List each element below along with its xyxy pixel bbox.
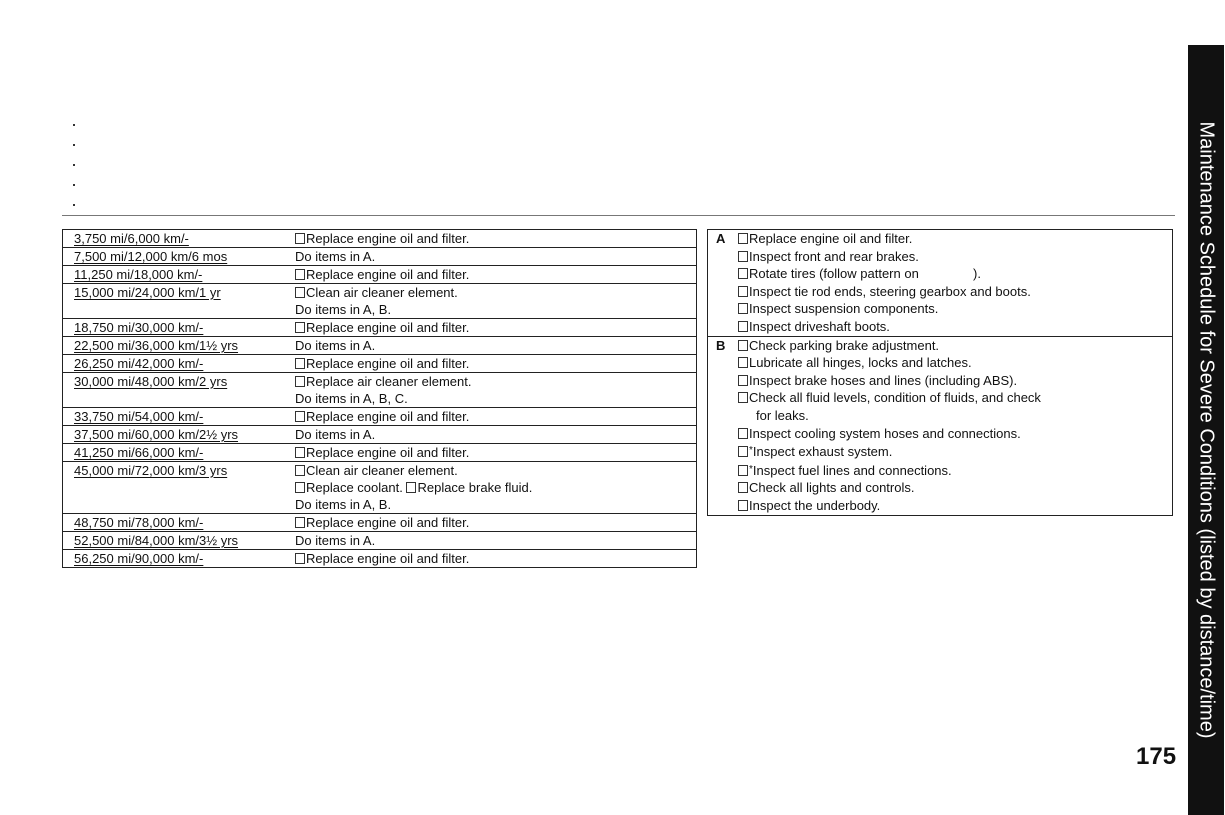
group-items bbox=[738, 230, 1172, 336]
checkbox-icon[interactable] bbox=[295, 411, 305, 422]
item-text: Replace engine oil and filter. bbox=[306, 356, 470, 371]
service-line bbox=[295, 462, 696, 479]
distance-cell bbox=[63, 462, 295, 514]
group-items bbox=[738, 337, 1172, 515]
item-text: Inspect cooling system hoses and connections. bbox=[749, 425, 1021, 441]
service-cell bbox=[295, 444, 696, 462]
distance-label: 30,000 mi/48,000 km/2 yrs bbox=[74, 374, 228, 389]
legend-group-b bbox=[708, 336, 1172, 515]
legend-item bbox=[738, 337, 1172, 355]
checkbox-icon[interactable] bbox=[295, 517, 305, 528]
table-row bbox=[63, 355, 696, 373]
distance-cell bbox=[63, 426, 295, 444]
service-line bbox=[295, 532, 696, 549]
group-letter: B bbox=[716, 337, 726, 353]
table-row bbox=[63, 444, 696, 462]
item-text: Rotate tires (follow pattern on ). bbox=[749, 266, 981, 282]
distance-label: 37,500 mi/60,000 km/2½ yrs bbox=[74, 427, 239, 442]
item-text: Replace engine oil and filter. bbox=[306, 445, 470, 460]
item-text: Check all fluid levels, condition of fluids, and check bbox=[749, 390, 1041, 406]
item-text: Do items in A. bbox=[295, 533, 376, 548]
table-row bbox=[63, 230, 696, 248]
distance-cell bbox=[63, 266, 295, 284]
distance-label: 26,250 mi/42,000 km/- bbox=[74, 356, 204, 371]
checkbox-icon[interactable] bbox=[738, 500, 748, 511]
item-text: Inspect front and rear brakes. bbox=[749, 248, 919, 264]
item-text: for leaks. bbox=[756, 407, 809, 423]
top-rule bbox=[62, 215, 1175, 216]
table-row bbox=[63, 408, 696, 426]
checkbox-icon[interactable] bbox=[738, 286, 748, 297]
checkbox-icon[interactable] bbox=[738, 482, 748, 493]
checkbox-icon[interactable] bbox=[738, 357, 748, 368]
distance-label: 3,750 mi/6,000 km/- bbox=[74, 231, 189, 246]
legend-item bbox=[738, 497, 1172, 515]
item-text: Replace coolant. bbox=[306, 480, 403, 495]
checkbox-icon[interactable] bbox=[738, 321, 748, 332]
checkbox-icon[interactable] bbox=[295, 287, 305, 298]
table-row bbox=[63, 373, 696, 408]
distance-cell bbox=[63, 408, 295, 426]
checkbox-icon[interactable] bbox=[295, 465, 305, 476]
service-cell bbox=[295, 462, 696, 514]
table-row bbox=[63, 514, 696, 532]
checkbox-icon[interactable] bbox=[738, 375, 748, 386]
distance-label: 56,250 mi/90,000 km/- bbox=[74, 551, 204, 566]
side-tab-label: Maintenance Schedule for Severe Conditions (listed by distance/time) bbox=[1195, 121, 1218, 739]
item-text: Do items in A. bbox=[295, 249, 376, 264]
item-text: Do items in A. bbox=[295, 427, 376, 442]
legend-item bbox=[738, 407, 1172, 425]
service-line bbox=[295, 514, 696, 531]
legend-group-a bbox=[708, 230, 1172, 336]
bullet-dot bbox=[73, 124, 75, 126]
distance-cell bbox=[63, 319, 295, 337]
checkbox-icon[interactable] bbox=[295, 482, 305, 493]
table-row bbox=[63, 426, 696, 444]
item-text: Check all lights and controls. bbox=[749, 480, 915, 496]
item-text: Replace engine oil and filter. bbox=[306, 409, 470, 424]
bullet-dot bbox=[73, 164, 75, 166]
checkbox-icon[interactable] bbox=[295, 553, 305, 564]
distance-cell bbox=[63, 230, 295, 248]
item-text: Replace engine oil and filter. bbox=[306, 267, 470, 282]
service-line bbox=[295, 408, 696, 425]
table-row bbox=[63, 337, 696, 355]
side-tab bbox=[1188, 45, 1224, 815]
checkbox-icon[interactable] bbox=[295, 269, 305, 280]
service-cell bbox=[295, 532, 696, 550]
service-cell bbox=[295, 230, 696, 248]
item-text: Inspect driveshaft boots. bbox=[749, 318, 890, 334]
distance-cell bbox=[63, 337, 295, 355]
item-text: Inspect the underbody. bbox=[749, 497, 881, 513]
table-row bbox=[63, 248, 696, 266]
legend-item bbox=[738, 318, 1172, 336]
service-cell bbox=[295, 373, 696, 408]
distance-label: 52,500 mi/84,000 km/3½ yrs bbox=[74, 533, 239, 548]
checkbox-icon[interactable] bbox=[406, 482, 416, 493]
table-row bbox=[63, 462, 696, 514]
service-line bbox=[295, 266, 696, 283]
schedule-table bbox=[62, 229, 697, 568]
item-text: Replace engine oil and filter. bbox=[749, 231, 913, 246]
service-line bbox=[295, 230, 696, 247]
item-text: Clean air cleaner element. bbox=[306, 285, 458, 300]
legend-item bbox=[738, 230, 1172, 248]
item-text: Inspect fuel lines and connections. bbox=[752, 462, 952, 478]
item-text: Replace engine oil and filter. bbox=[306, 551, 470, 566]
distance-label: 18,750 mi/30,000 km/- bbox=[74, 320, 204, 335]
legend-item bbox=[738, 354, 1172, 372]
page-number: 175 bbox=[1136, 743, 1177, 770]
service-line bbox=[295, 444, 696, 461]
checkbox-icon[interactable] bbox=[295, 447, 305, 458]
item-text: Replace engine oil and filter. bbox=[306, 231, 470, 246]
table-row bbox=[63, 532, 696, 550]
service-cell bbox=[295, 355, 696, 373]
checkbox-icon[interactable] bbox=[738, 303, 748, 314]
item-text: Replace air cleaner element. bbox=[306, 374, 472, 389]
distance-cell bbox=[63, 355, 295, 373]
table-row bbox=[63, 319, 696, 337]
item-text: Do items in A, B. bbox=[295, 302, 392, 317]
distance-label: 33,750 mi/54,000 km/- bbox=[74, 409, 204, 424]
service-cell bbox=[295, 266, 696, 284]
service-cell bbox=[295, 514, 696, 532]
service-line bbox=[295, 550, 696, 567]
item-text: Inspect suspension components. bbox=[749, 301, 939, 317]
distance-cell bbox=[63, 373, 295, 408]
service-cell bbox=[295, 319, 696, 337]
bullet-dot bbox=[73, 204, 75, 206]
checkbox-icon[interactable] bbox=[738, 233, 748, 244]
legend-item bbox=[738, 389, 1172, 407]
checkbox-icon[interactable] bbox=[295, 322, 305, 333]
table-row bbox=[63, 266, 696, 284]
table-row bbox=[63, 284, 696, 319]
item-text: Inspect exhaust system. bbox=[752, 444, 893, 460]
distance-label: 48,750 mi/78,000 km/- bbox=[74, 515, 204, 530]
service-line bbox=[295, 496, 696, 513]
item-text: Do items in A, B. bbox=[295, 497, 392, 512]
distance-label: 15,000 mi/24,000 km/1 yr bbox=[74, 285, 221, 300]
checkbox-icon[interactable] bbox=[738, 340, 748, 351]
service-cell bbox=[295, 337, 696, 355]
schedule-body bbox=[63, 230, 696, 567]
checkbox-icon[interactable] bbox=[295, 233, 305, 244]
distance-cell bbox=[63, 532, 295, 550]
item-text: Check parking brake adjustment. bbox=[749, 337, 940, 353]
distance-cell bbox=[63, 550, 295, 568]
service-line bbox=[295, 426, 696, 443]
item-text: Do items in A, B, C. bbox=[295, 391, 408, 406]
item-text: Replace engine oil and filter. bbox=[306, 515, 470, 530]
service-cell bbox=[295, 426, 696, 444]
item-text: Do items in A. bbox=[295, 338, 376, 353]
item-text: Replace engine oil and filter. bbox=[306, 320, 470, 335]
legend-item bbox=[738, 461, 1172, 480]
legend-item bbox=[738, 442, 1172, 461]
distance-cell bbox=[63, 248, 295, 266]
service-cell bbox=[295, 550, 696, 568]
checkbox-icon[interactable] bbox=[738, 465, 748, 476]
service-line bbox=[295, 284, 696, 301]
item-text: Lubricate all hinges, locks and latches. bbox=[749, 355, 972, 371]
legend-item bbox=[738, 300, 1172, 318]
checkbox-icon[interactable] bbox=[738, 251, 748, 262]
legend-box bbox=[707, 229, 1173, 516]
service-cell bbox=[295, 408, 696, 426]
checkbox-icon[interactable] bbox=[738, 392, 748, 403]
bullet-dots bbox=[73, 124, 79, 224]
checkbox-icon[interactable] bbox=[295, 358, 305, 369]
item-text: Inspect tie rod ends, steering gearbox and boots. bbox=[749, 283, 1031, 299]
bullet-dot bbox=[73, 184, 75, 186]
distance-label: 41,250 mi/66,000 km/- bbox=[74, 445, 204, 460]
table-row bbox=[63, 550, 696, 568]
bullet-dot bbox=[73, 144, 75, 146]
distance-label: 22,500 mi/36,000 km/1½ yrs bbox=[74, 338, 239, 353]
legend-item bbox=[738, 248, 1172, 266]
service-cell bbox=[295, 284, 696, 319]
legend-item bbox=[738, 265, 1172, 283]
service-line bbox=[295, 301, 696, 318]
checkbox-icon[interactable] bbox=[738, 446, 748, 457]
service-line bbox=[295, 479, 696, 496]
checkbox-icon[interactable] bbox=[738, 268, 748, 279]
asterisk-icon: * bbox=[749, 445, 753, 457]
distance-cell bbox=[63, 444, 295, 462]
distance-cell bbox=[63, 284, 295, 319]
legend-item bbox=[738, 283, 1172, 301]
service-line bbox=[295, 337, 696, 354]
checkbox-icon[interactable] bbox=[295, 376, 305, 387]
service-line bbox=[295, 319, 696, 336]
service-line bbox=[295, 248, 696, 265]
item-text: Replace brake fluid. bbox=[417, 480, 533, 495]
asterisk-icon: * bbox=[749, 463, 753, 475]
service-line bbox=[295, 390, 696, 407]
service-line bbox=[295, 373, 696, 390]
legend-item bbox=[738, 372, 1172, 390]
checkbox-icon[interactable] bbox=[738, 428, 748, 439]
distance-label: 7,500 mi/12,000 km/6 mos bbox=[74, 249, 228, 264]
legend-item bbox=[738, 425, 1172, 443]
legend-item bbox=[738, 479, 1172, 497]
distance-cell bbox=[63, 514, 295, 532]
distance-label: 11,250 mi/18,000 km/- bbox=[74, 267, 203, 282]
group-letter: A bbox=[716, 231, 726, 246]
item-text: Inspect brake hoses and lines (including ABS). bbox=[749, 372, 1018, 388]
item-text: Clean air cleaner element. bbox=[306, 463, 458, 478]
service-line bbox=[295, 355, 696, 372]
distance-label: 45,000 mi/72,000 km/3 yrs bbox=[74, 463, 228, 478]
service-cell bbox=[295, 248, 696, 266]
